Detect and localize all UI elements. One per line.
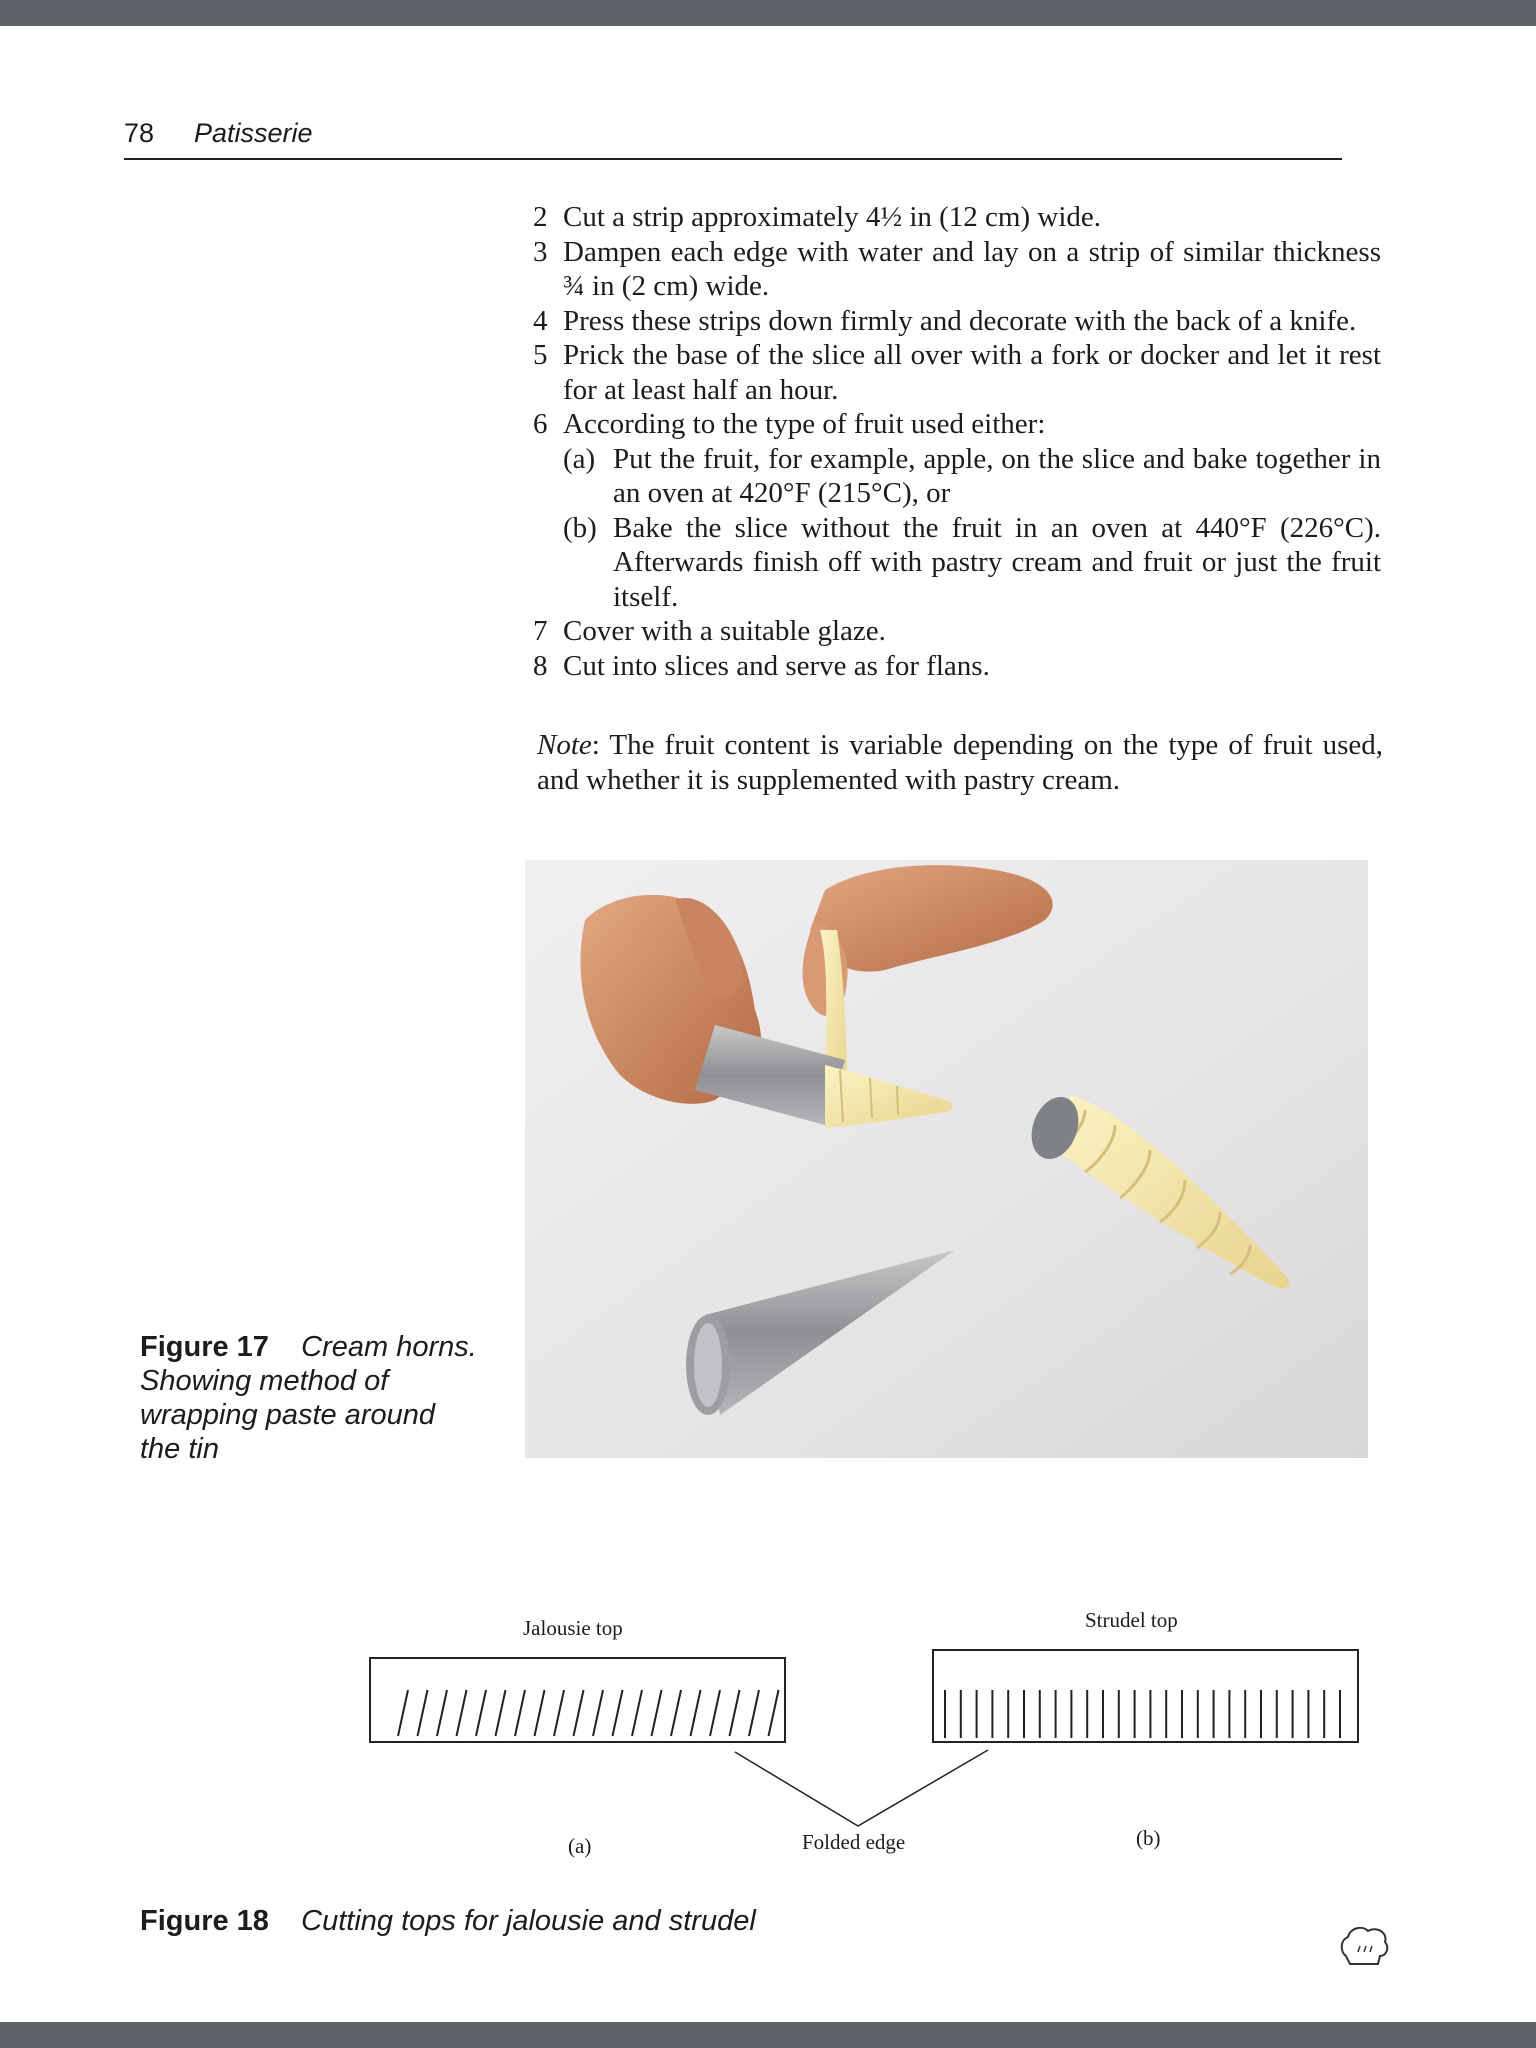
step-number: 3 (533, 235, 548, 268)
top-band (0, 0, 1536, 26)
step-text: Press these strips down firmly and decorate with the back of a knife. (563, 304, 1357, 337)
jalousie-cut-line (632, 1690, 642, 1736)
step-number: 2 (533, 201, 548, 233)
bottom-band (0, 2022, 1536, 2048)
sub-text: Put the fruit, for example, apple, on the slice and bake together in an oven at 420°F (215°C), or (613, 442, 1381, 509)
note-paragraph (537, 728, 1383, 797)
step-text: Cut into slices and serve as for flans. (563, 649, 990, 682)
cutting-tops-drawing (360, 1590, 1370, 1870)
jalousie-cut-line (574, 1690, 584, 1736)
step-6 (533, 407, 1381, 442)
step-2 (533, 200, 1381, 235)
jalousie-cut-line (749, 1690, 759, 1736)
jalousie-cut-line (671, 1690, 681, 1736)
jalousie-cut-line (554, 1690, 564, 1736)
jalousie-top-label: Jalousie top (523, 1616, 623, 1640)
jalousie-cut-line (691, 1690, 701, 1736)
step-4 (533, 304, 1381, 339)
figure-17-text: Cream horns. Showing method of wrapping paste around the tin (140, 1331, 477, 1465)
figure-18-text: Cutting tops for jalousie and strudel (301, 1905, 756, 1937)
figure-17-label: Figure 17 (140, 1331, 269, 1363)
step-number: 4 (533, 304, 548, 337)
sub-label: (b) (563, 511, 597, 544)
folded-edge-label: Folded edge (802, 1830, 906, 1854)
step-3 (533, 235, 1381, 304)
jalousie-cut-line (437, 1690, 447, 1736)
jalousie-cut-line (535, 1690, 545, 1736)
jalousie-cut-line (769, 1690, 779, 1736)
strudel-cuts (945, 1690, 1340, 1738)
jalousie-cut-line (652, 1690, 662, 1736)
step-number: 5 (533, 339, 548, 371)
part-b-label: (b) (1136, 1826, 1161, 1850)
step-5 (533, 338, 1381, 407)
chef-hat-icon (1338, 1922, 1390, 1968)
step-number: 8 (533, 649, 548, 682)
jalousie-cut-line (593, 1690, 603, 1736)
note-label: Note (537, 729, 592, 761)
step-text: Dampen each edge with water and lay on a strip of similar thickness ¾ in (2 cm) wide. (563, 235, 1381, 302)
jalousie-cut-line (457, 1690, 467, 1736)
figure-18-caption (140, 1905, 756, 1938)
jalousie-cut-line (730, 1690, 740, 1736)
step-number: 7 (533, 615, 548, 647)
running-header (124, 118, 1342, 160)
jalousie-cut-line (710, 1690, 720, 1736)
step-text: Cut a strip approximately 4½ in (12 cm) wide. (563, 201, 1102, 233)
jalousie-cuts (398, 1690, 779, 1736)
jalousie-cut-line (476, 1690, 486, 1736)
running-title: Patisserie (194, 118, 313, 148)
step-6-option-b (563, 511, 1381, 615)
figure-18-label: Figure 18 (140, 1905, 269, 1937)
step-6-option-a (563, 442, 1381, 511)
part-a-label: (a) (568, 1834, 592, 1858)
step-number: 6 (533, 408, 548, 440)
sub-label: (a) (563, 442, 596, 475)
note-text: : The fruit content is variable depending on the type of fruit used, and whether it is supplemented with pastry cream. (537, 729, 1383, 796)
figure-17-caption (140, 1330, 480, 1466)
jalousie-top-rectangle (370, 1658, 785, 1742)
step-7 (533, 614, 1381, 649)
method-steps (533, 200, 1381, 683)
folded-edge-pointer (735, 1750, 988, 1826)
cutting-tops-diagram (360, 1590, 1370, 1870)
jalousie-cut-line (398, 1690, 408, 1736)
jalousie-cut-line (418, 1690, 428, 1736)
step-text: Cover with a suitable glaze. (563, 615, 886, 647)
jalousie-cut-line (515, 1690, 525, 1736)
sub-text: Bake the slice without the fruit in an oven at 440°F (226°C). Afterwards finish off with pastry cream and fruit or just the fruit itself. (613, 511, 1381, 613)
step-8 (533, 649, 1381, 684)
page-number: 78 (124, 118, 155, 148)
jalousie-cut-line (613, 1690, 623, 1736)
strudel-top-rectangle (933, 1650, 1358, 1742)
step-text: According to the type of fruit used either: (563, 408, 1046, 440)
jalousie-cut-line (496, 1690, 506, 1736)
step-text: Prick the base of the slice all over with a fork or docker and let it rest for at least half an hour. (563, 339, 1381, 406)
strudel-top-label: Strudel top (1085, 1608, 1178, 1632)
cream-horns-photo (525, 860, 1368, 1458)
